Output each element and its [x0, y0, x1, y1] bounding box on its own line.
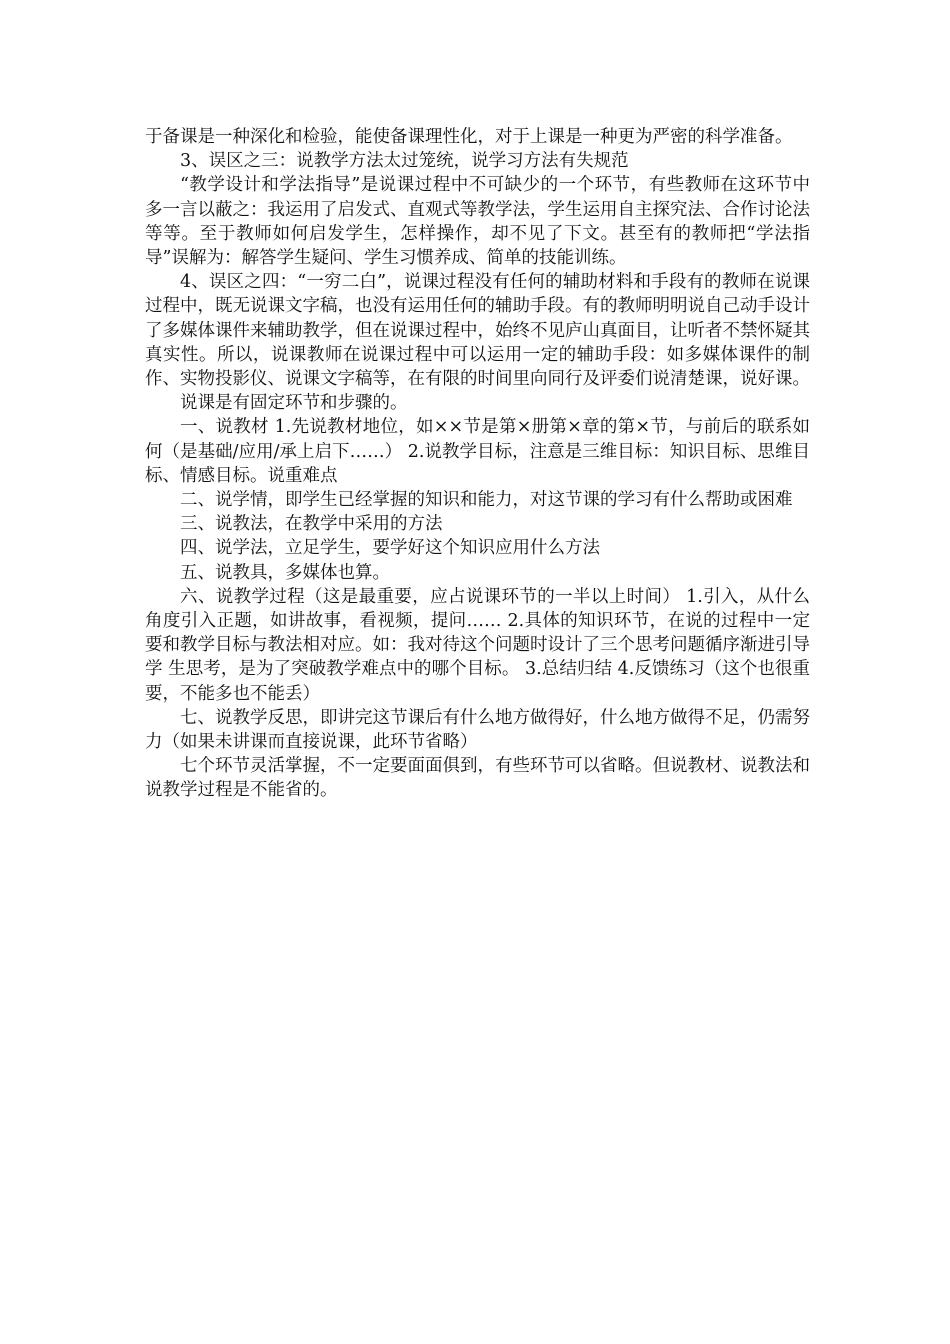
paragraph: 4、误区之四：“一穷二白”，说课过程没有任何的辅助材料和手段有的教师在说课过程中，既无说课文字稿，也没有运用任何的辅助手段。有的教师明明说自己动手设计了多媒体课件来辅助教学，但在说课过程中，始终不见庐山真面目，让听者不禁怀疑其真实性。所以，说课教师在说课过程中可以运用一定的辅助手段：如多媒体课件的制作、实物投影仪、说课文字稿等，在有限的时间里向同行及评委们说清楚课，说好课。: [145, 272, 810, 390]
paragraph: 3、误区之三：说教学方法太过笼统，说学习方法有失规范: [180, 151, 629, 172]
paragraph: 于备课是一种深化和检验，能使备课理性化，对于上课是一种更为严密的科学准备。: [145, 127, 793, 147]
paragraph: 七、说教学反思，即讲完这节课后有什么地方做得好，什么地方做得不足，仍需努力（如果未讲课而直接说课，此环节省略）: [145, 707, 810, 753]
paragraph: 四、说学法，立足学生，要学好这个知识应用什么方法: [180, 538, 600, 559]
paragraph: 六、说教学过程（这是最重要，应占说课环节的一半以上时间） 1.引入，从什么角度引入正题，如讲故事，看视频，提问…… 2.具体的知识环节，在说的过程中一定要和教学目标与教法相对应。如：我对待这个问题时设计了三个思考问题循序渐进引导学 生思考，是为了突破教学难点中的哪个目标。 3.总结归结 4.反馈练习（这个也很重要，不能多也不能丢）: [145, 586, 810, 704]
paragraph: 二、说学情，即学生已经掌握的知识和能力，对这节课的学习有什么帮助或困难: [180, 490, 793, 511]
paragraph: “教学设计和学法指导”是说课过程中不可缺少的一个环节，有些教师在这环节中多一言以蔽之：我运用了启发式、直观式等教学法，学生运用自主探究法、合作讨论法等等。至于教师如何启发学生，怎样操作，却不见了下文。甚至有的教师把“学法指导”误解为：解答学生疑问、学生习惯养成、简单的技能训练。: [145, 175, 810, 269]
paragraph: 说课是有固定环节和步骤的。: [180, 393, 408, 414]
document-body: [145, 125, 810, 803]
paragraph: 一、说教材 1.先说教材地位，如××节是第×册第×章的第×节，与前后的联系如何（是基础/应用/承上启下……） 2.说教学目标，注意是三维目标：知识目标、思维目标、情感目标。说重难点: [145, 417, 810, 486]
paragraph: 三、说教法，在教学中采用的方法: [180, 514, 443, 535]
paragraph: 五、说教具，多媒体也算。: [180, 562, 390, 583]
paragraph: 七个环节灵活掌握，不一定要面面俱到，有些环节可以省略。但说教材、说教法和说教学过程是不能省的。: [145, 756, 810, 801]
